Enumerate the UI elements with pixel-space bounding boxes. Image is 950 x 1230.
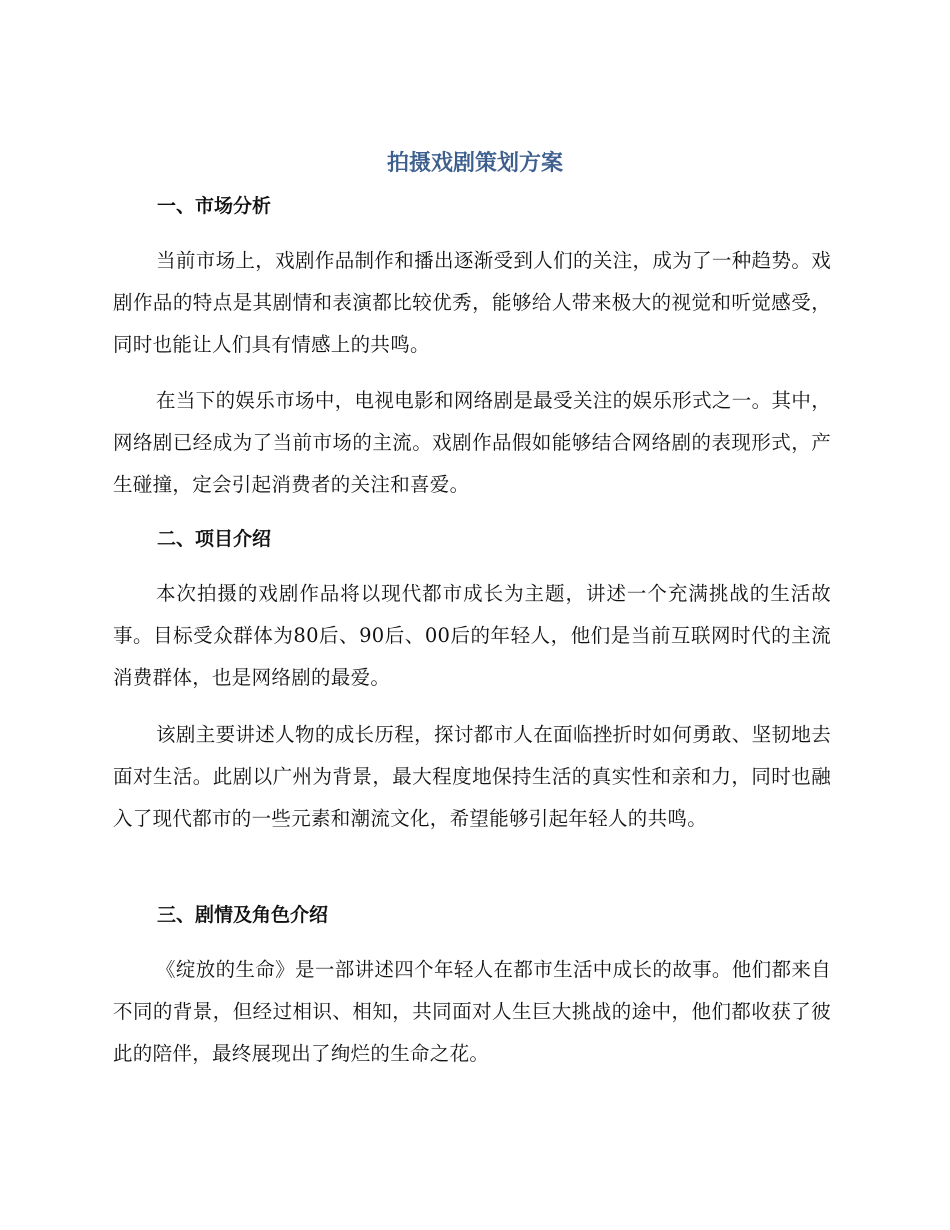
section-heading-market-analysis: 一、市场分析 — [157, 195, 272, 217]
document-title: 拍摄戏剧策划方案 — [386, 151, 563, 176]
paragraph: 该剧主要讲述人物的成长历程，探讨都市人在面临挫折时如何勇敢、坚韧地去面对生活。此剧以广州为背景，最大程度地保持生活的真实性和亲和力，同时也融入了现代都市的一些元素和潮流文化，希望能够引起年轻人的共鸣。 — [113, 723, 831, 830]
paragraph: 当前市场上，戏剧作品制作和播出逐渐受到人们的关注，成为了一种趋势。戏剧作品的特点是其剧情和表演都比较优秀，能够给人带来极大的视觉和听觉感受，同时也能让人们具有情感上的共鸣。 — [113, 249, 831, 356]
paragraph: 本次拍摄的戏剧作品将以现代都市成长为主题，讲述一个充满挑战的生活故事。目标受众群体为80后、90后、00后的年轻人，他们是当前互联网时代的主流消费群体，也是网络剧的最爱。 — [113, 582, 831, 689]
section-heading-project-intro: 二、项目介绍 — [157, 528, 272, 550]
paragraph: 《绽放的生命》是一部讲述四个年轻人在都市生活中成长的故事。他们都来自不同的背景，但经过相识、相知，共同面对人生巨大挑战的途中，他们都收获了彼此的陪伴，最终展现出了绚烂的生命之花。 — [113, 958, 831, 1065]
paragraph: 在当下的娱乐市场中，电视电影和网络剧是最受关注的娱乐形式之一。其中，网络剧已经成为了当前市场的主流。戏剧作品假如能够结合网络剧的表现形式，产生碰撞，定会引起消费者的关注和喜爱。 — [113, 389, 831, 496]
section-heading-plot-and-roles: 三、剧情及角色介绍 — [157, 904, 329, 926]
